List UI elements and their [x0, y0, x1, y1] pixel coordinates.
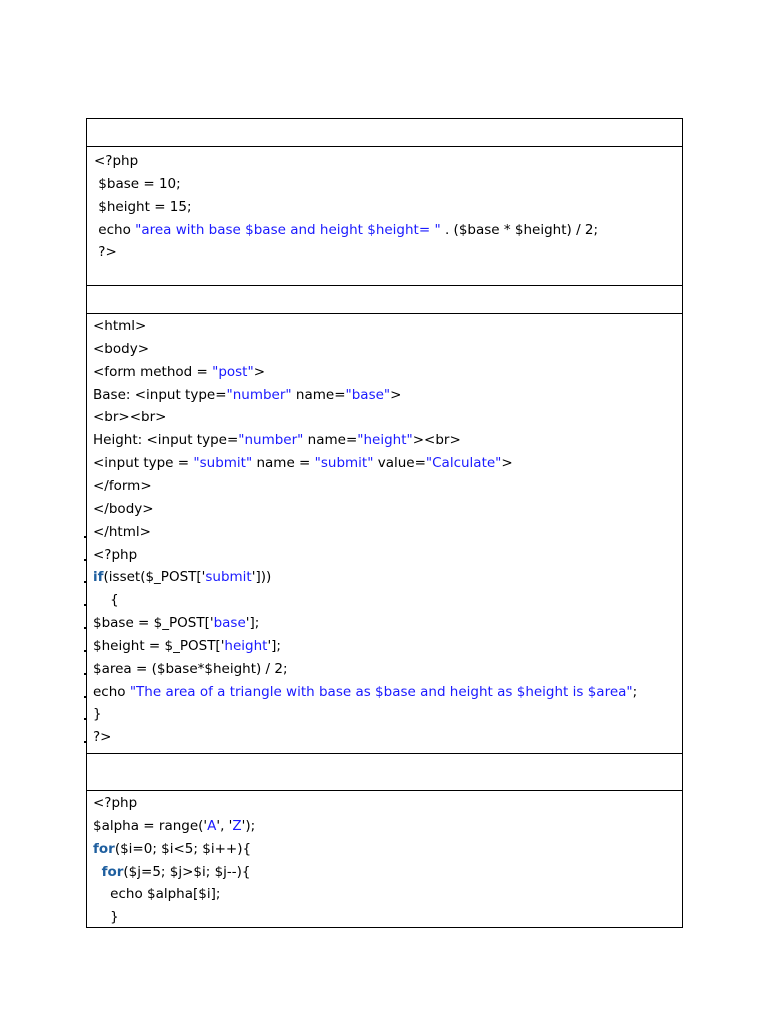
- code-line: [93, 338, 149, 360]
- line-marker: [84, 650, 86, 652]
- code-token: <html>: [93, 318, 147, 334]
- code-token: echo $alpha[$i];: [93, 886, 221, 903]
- code-token: $alpha = range(': [93, 817, 208, 834]
- code-block-1: [87, 147, 682, 286]
- line-marker: [84, 718, 86, 720]
- line-marker: [84, 696, 86, 698]
- code-line: [94, 173, 181, 195]
- code-token: </form>: [93, 477, 152, 494]
- code-token: <form method =: [93, 363, 213, 380]
- line-marker: [84, 536, 86, 538]
- code-token: <input type =: [93, 455, 194, 472]
- string-token: A: [207, 817, 217, 834]
- string-token: submit: [205, 569, 252, 586]
- code-token: . ($base * $height) / 2;: [440, 221, 599, 238]
- line-marker: [84, 627, 86, 629]
- code-line: [93, 838, 251, 860]
- code-token: value=: [373, 455, 426, 472]
- code-token: name=: [303, 432, 358, 449]
- code-line: [93, 815, 255, 837]
- code-token: '];: [245, 615, 260, 632]
- keyword-token: for: [101, 863, 124, 880]
- code-line: [93, 883, 220, 905]
- code-token: '])): [251, 569, 272, 586]
- code-line: [93, 406, 167, 428]
- code-token: $height = $_POST[': [93, 637, 225, 654]
- code-token: ($i=0; $i<5; $i++){: [114, 840, 252, 857]
- code-token: $base = 10;: [94, 175, 181, 192]
- code-line: [93, 612, 259, 634]
- code-token: name=: [291, 386, 346, 403]
- code-line: [93, 361, 265, 383]
- keyword-token: if: [93, 569, 104, 586]
- header-row-3: [87, 754, 682, 791]
- code-token: ><br>: [412, 432, 461, 449]
- code-line: [93, 658, 288, 680]
- code-token: {: [93, 592, 119, 609]
- code-token: ?>: [93, 729, 112, 746]
- string-token: "Calculate": [425, 455, 502, 472]
- string-token: "submit": [193, 455, 253, 472]
- string-token: "area with base $base and height $height= ": [135, 221, 441, 238]
- string-token: "post": [212, 363, 254, 380]
- code-token: Base: <input type=: [93, 386, 227, 403]
- code-line: [93, 452, 513, 474]
- code-line: [93, 906, 119, 928]
- keyword-token: for: [93, 840, 115, 857]
- code-token: ($j=5; $j>$i; $j--){: [123, 863, 251, 880]
- code-token: ;: [632, 683, 638, 700]
- code-block-2: [87, 314, 682, 754]
- string-token: "The area of a triangle with base as $base and height as $height is $area": [129, 683, 633, 700]
- code-token: ?>: [94, 244, 117, 261]
- code-line: [93, 589, 119, 611]
- code-token: }: [93, 706, 102, 723]
- line-marker: [84, 581, 86, 583]
- line-marker: [84, 604, 86, 606]
- string-token: "submit": [314, 455, 374, 472]
- code-token: >: [501, 455, 513, 472]
- code-line: [93, 544, 137, 566]
- code-line: [93, 315, 146, 337]
- code-token: <body>: [93, 340, 150, 357]
- line-marker: [84, 673, 86, 675]
- code-token: <?php: [93, 795, 138, 811]
- code-line: [93, 861, 251, 883]
- code-token: >: [390, 386, 402, 403]
- code-token: (isset($_POST[': [103, 569, 206, 586]
- code-line: [94, 150, 138, 172]
- string-token: height: [224, 637, 268, 654]
- code-line: [93, 566, 271, 588]
- code-line: [94, 196, 192, 218]
- code-token: </html>: [93, 523, 151, 540]
- code-token: name =: [252, 455, 315, 472]
- code-token: ');: [241, 817, 256, 834]
- code-token: $height = 15;: [94, 198, 192, 215]
- code-line: [93, 475, 152, 497]
- code-line: [94, 219, 598, 241]
- code-token: </body>: [93, 500, 154, 517]
- string-token: "base": [345, 386, 391, 403]
- code-line: [93, 792, 137, 814]
- code-line: [93, 703, 102, 725]
- code-line: [93, 681, 637, 703]
- line-marker: [84, 559, 86, 561]
- code-token: $area = ($base*$height) / 2;: [93, 660, 288, 677]
- code-token: >: [253, 363, 265, 380]
- code-token: '];: [267, 637, 281, 654]
- code-token: $base = $_POST[': [93, 615, 214, 632]
- line-marker: [84, 741, 86, 743]
- code-token: <?php: [93, 546, 138, 563]
- string-token: base: [213, 615, 246, 632]
- code-token: ', ': [216, 817, 233, 834]
- string-token: "number": [226, 386, 292, 403]
- string-token: Z: [232, 817, 242, 834]
- code-block-3: [87, 791, 682, 927]
- code-token: <br><br>: [93, 409, 167, 426]
- code-line: [93, 726, 111, 748]
- code-token: echo: [94, 221, 136, 238]
- header-row-1: [87, 119, 682, 147]
- code-line: [93, 635, 281, 657]
- code-line: [93, 429, 461, 451]
- code-token: <?php: [94, 153, 139, 169]
- header-row-2: [87, 286, 682, 314]
- code-line: [93, 384, 401, 406]
- code-token: Height: <input type=: [93, 432, 239, 449]
- code-line: [93, 498, 154, 520]
- code-line: [94, 241, 117, 263]
- code-token: }: [93, 909, 119, 926]
- code-table: [86, 118, 683, 928]
- code-token: [93, 864, 102, 880]
- code-line: [93, 521, 151, 543]
- code-token: echo: [93, 683, 130, 700]
- string-token: "number": [238, 432, 304, 449]
- string-token: "height": [357, 432, 413, 449]
